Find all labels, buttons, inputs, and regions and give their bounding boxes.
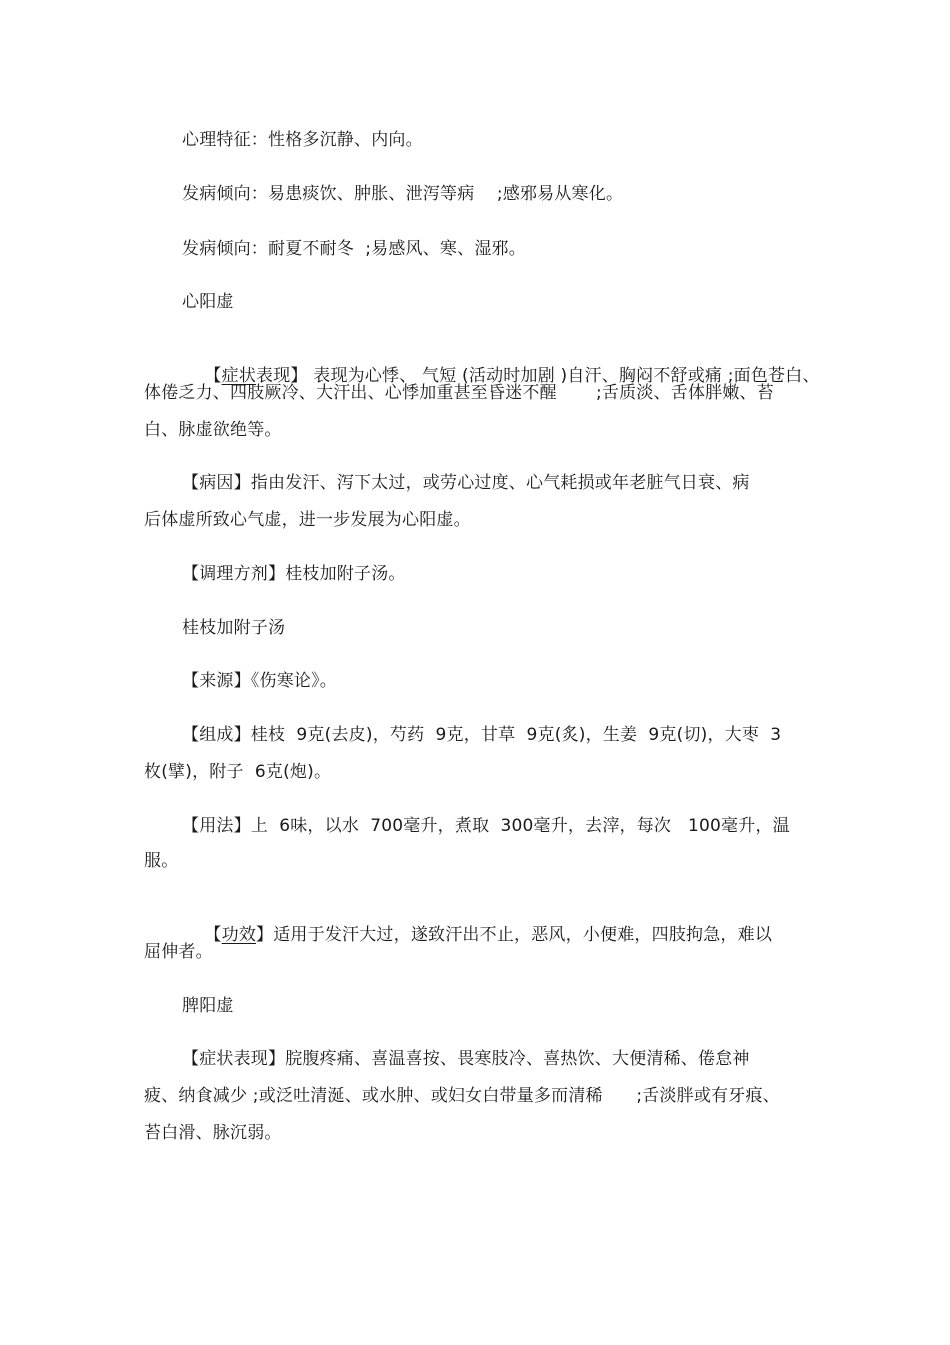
symptom-text: 表现为心悸、 气短 (活动时加剧 )自汗、胸闷不舒或痛 ;面色苍白、 <box>313 366 820 386</box>
efficacy-label-underlined: 功效 <box>221 925 257 945</box>
paragraph-spleen-yang-symptoms-line3: 苔白滑、脉沉弱。 <box>144 1123 282 1143</box>
paragraph-efficacy-line2: 屈伸者。 <box>144 942 213 962</box>
paragraph-etiology-line1: 【病因】指由发汗、泻下太过，或劳心过度、心气耗损或年老脏气日衰、病 <box>182 473 750 493</box>
text-line-psychological-traits: 心理特征：性格多沉静、内向。 <box>182 130 423 150</box>
paragraph-efficacy-line1 <box>182 905 772 965</box>
section-heading-spleen-yang-deficiency: 脾阳虚 <box>182 996 234 1016</box>
section-heading-heart-yang-deficiency: 心阳虚 <box>182 292 234 312</box>
text-line-prescription: 【调理方剂】桂枝加附子汤。 <box>182 564 406 584</box>
paragraph-composition-line1: 【组成】桂枝 9克(去皮)，芍药 9克，甘草 9克(炙)，生姜 9克(切)，大枣 3 <box>182 725 782 745</box>
text-line-source: 【来源】《伤寒论》。 <box>182 671 337 691</box>
text-line-disease-tendency-1: 发病倾向：易患痰饮、肿胀、泄泻等病 ;感邪易从寒化。 <box>182 184 624 204</box>
efficacy-label-close: 】 <box>256 925 274 945</box>
efficacy-text: 适用于发汗大过，遂致汗出不止，恶风，小便难，四肢拘急，难以 <box>273 925 773 945</box>
symptom-label-close: 表现】 <box>256 366 308 386</box>
paragraph-usage-line2: 服。 <box>144 851 179 871</box>
paragraph-heart-yang-symptoms-line3: 白、脉虚欲绝等。 <box>144 420 282 440</box>
paragraph-usage-line1: 【用法】上 6味，以水 700毫升，煮取 300毫升，去滓，每次 100毫升，温 <box>182 816 790 836</box>
paragraph-spleen-yang-symptoms-line1: 【症状表现】脘腹疼痛、喜温喜按、畏寒肢冷、喜热饮、大便清稀、倦怠神 <box>182 1049 750 1069</box>
symptom-label-open: 【 <box>204 366 222 386</box>
symptom-label-underlined: 症状 <box>221 366 257 386</box>
paragraph-composition-line2: 枚(擘)，附子 6克(炮)。 <box>144 762 332 782</box>
text-line-disease-tendency-2: 发病倾向：耐夏不耐冬 ;易感风、寒、湿邪。 <box>182 239 526 259</box>
paragraph-spleen-yang-symptoms-line2: 疲、纳食减少 ;或泛吐清涎、或水肿、或妇女白带量多而清稀 ;舌淡胖或有牙痕、 <box>144 1086 780 1106</box>
paragraph-heart-yang-symptoms-line2: 体倦乏力、四肢厥冷、大汗出、心悸加重甚至昏迷不醒 ;舌质淡、舌体胖嫩、苔 <box>144 383 774 403</box>
paragraph-etiology-line2: 后体虚所致心气虚，进一步发展为心阳虚。 <box>144 510 471 530</box>
section-heading-guizhi-fuzi-decoction: 桂枝加附子汤 <box>182 618 286 638</box>
efficacy-label-open: 【 <box>204 925 222 945</box>
